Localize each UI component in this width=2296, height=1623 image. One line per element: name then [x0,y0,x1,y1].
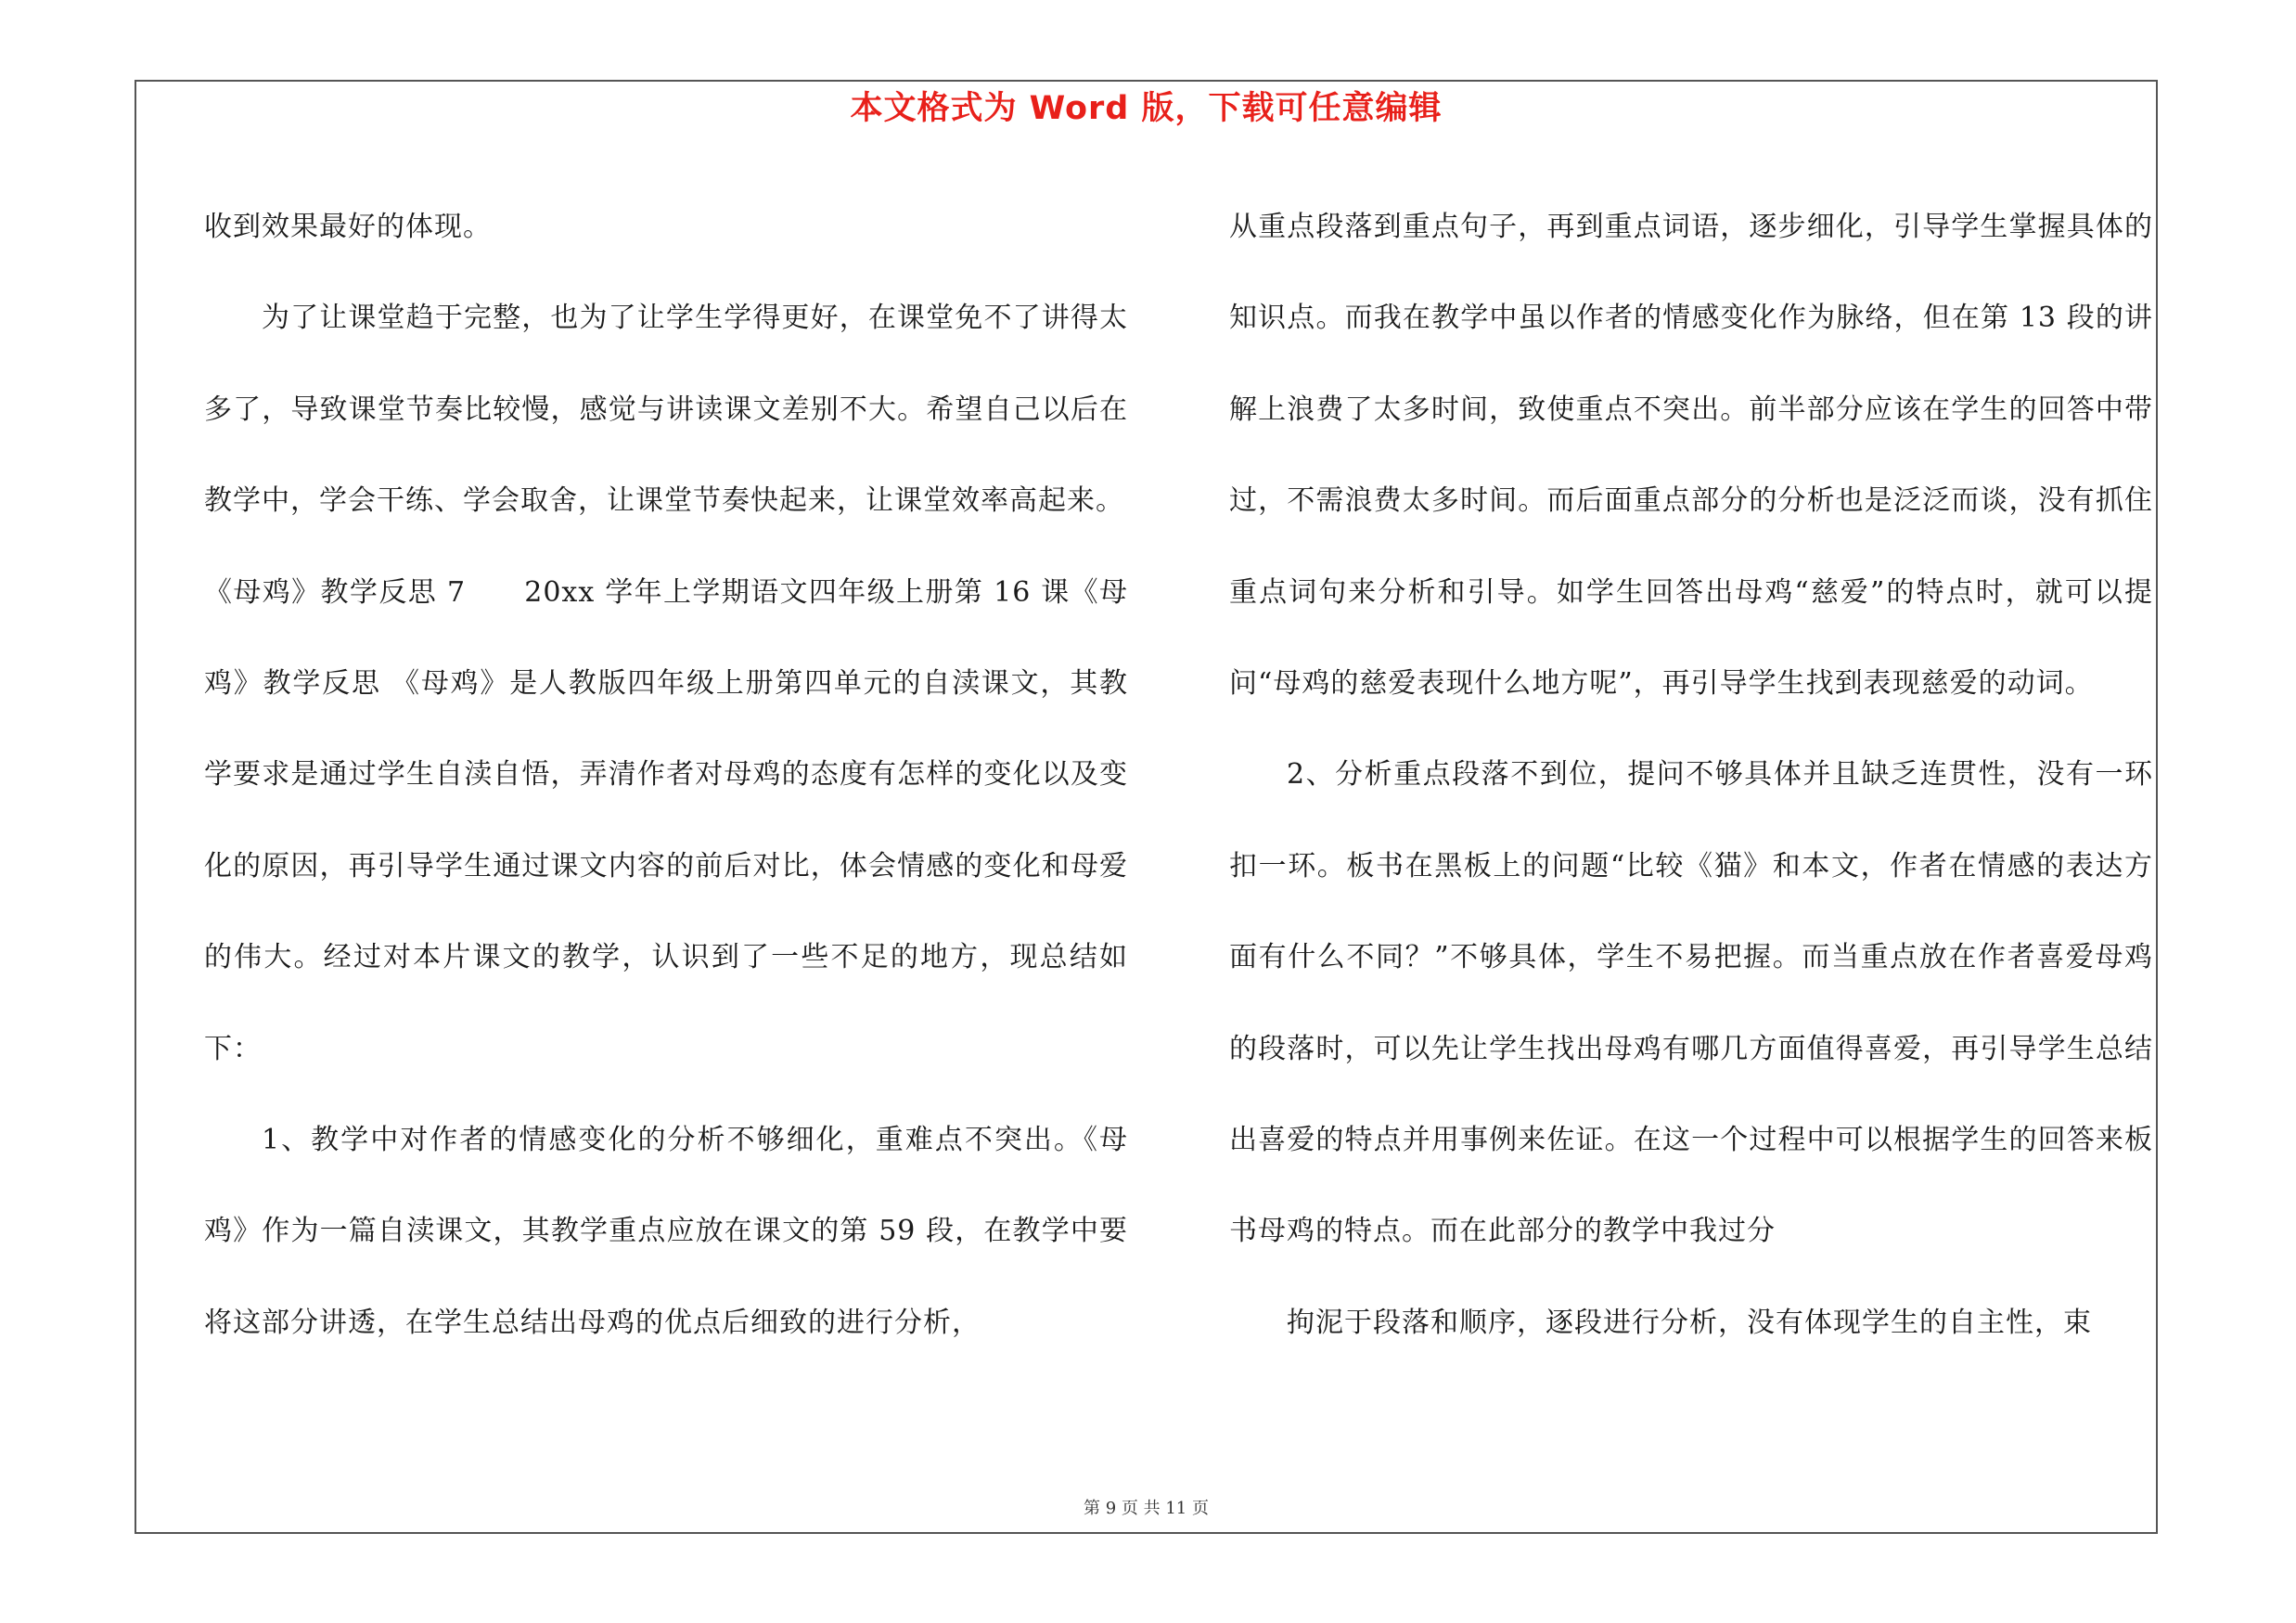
right-text-column [1229,182,2153,1369]
page-number-footer: 第 9 页 共 11 页 [1084,1499,1209,1518]
paragraph: 《母鸡》教学反思 7 20xx 学年上学期语文四年级上册第 16 课《母鸡》教学反思 《母鸡》是人教版四年级上册第四单元的自渎课文，其教学要求是通过学生自渎自悟，弄清作者对母鸡的态度有怎样的变化以及变化的原因，再引导学生通过课文内容的前后对比，体会情感的变化和母爱的伟大。经过对本片课文的教学，认识到了一些不足的地方，现总结如下： [204,575,1128,1065]
format-notice-banner: 本文格式为 Word 版，下载可任意编辑 [850,90,1443,127]
left-text-column [204,182,1128,1369]
paragraph: 为了让课堂趋于完整，也为了让学生学得更好，在课堂免不了讲得太多了，导致课堂节奏比较慢，感觉与讲读课文差别不大。希望自己以后在教学中，学会干练、学会取舍，让课堂节奏快起来，让课堂效率高起来。 [204,302,1128,518]
paragraph: 拘泥于段落和顺序，逐段进行分析，没有体现学生的自主性，束 [1287,1306,2092,1339]
paragraph: 2、分析重点段落不到位，提问不够具体并且缺乏连贯性，没有一环扣一环。板书在黑板上的问题“比较《猫》和本文，作者在情感的表达方面有什么不同？”不够具体，学生不易把握。而当重点放在作者喜爱母鸡的段落时，可以先让学生找出母鸡有哪几方面值得喜爱，再引导学生总结出喜爱的特点并用事例来佐证。在这一个过程中可以根据学生的回答来板书母鸡的特点。而在此部分的教学中我过分 [1229,758,2153,1248]
paragraph: 从重点段落到重点句子，再到重点词语，逐步细化，引导学生掌握具体的知识点。而我在教学中虽以作者的情感变化作为脉络，但在第 13 段的讲解上浪费了太多时间，致使重点不突出。前半部分应该在学生的回答中带过，不需浪费太多时间。而后面重点部分的分析也是泛泛而谈，没有抓住重点词句来分析和引导。如学生回答出母鸡“慈爱”的特点时，就可以提问“母鸡的慈爱表现什么地方呢”，再引导学生找到表现慈爱的动词。 [1229,211,2153,701]
paragraph: 1、教学中对作者的情感变化的分析不够细化，重难点不突出。《母鸡》作为一篇自渎课文，其教学重点应放在课文的第 59 段，在教学中要将这部分讲透，在学生总结出母鸡的优点后细致的进行分析， [204,1124,1128,1339]
paragraph: 收到效果最好的体现。 [204,211,492,243]
